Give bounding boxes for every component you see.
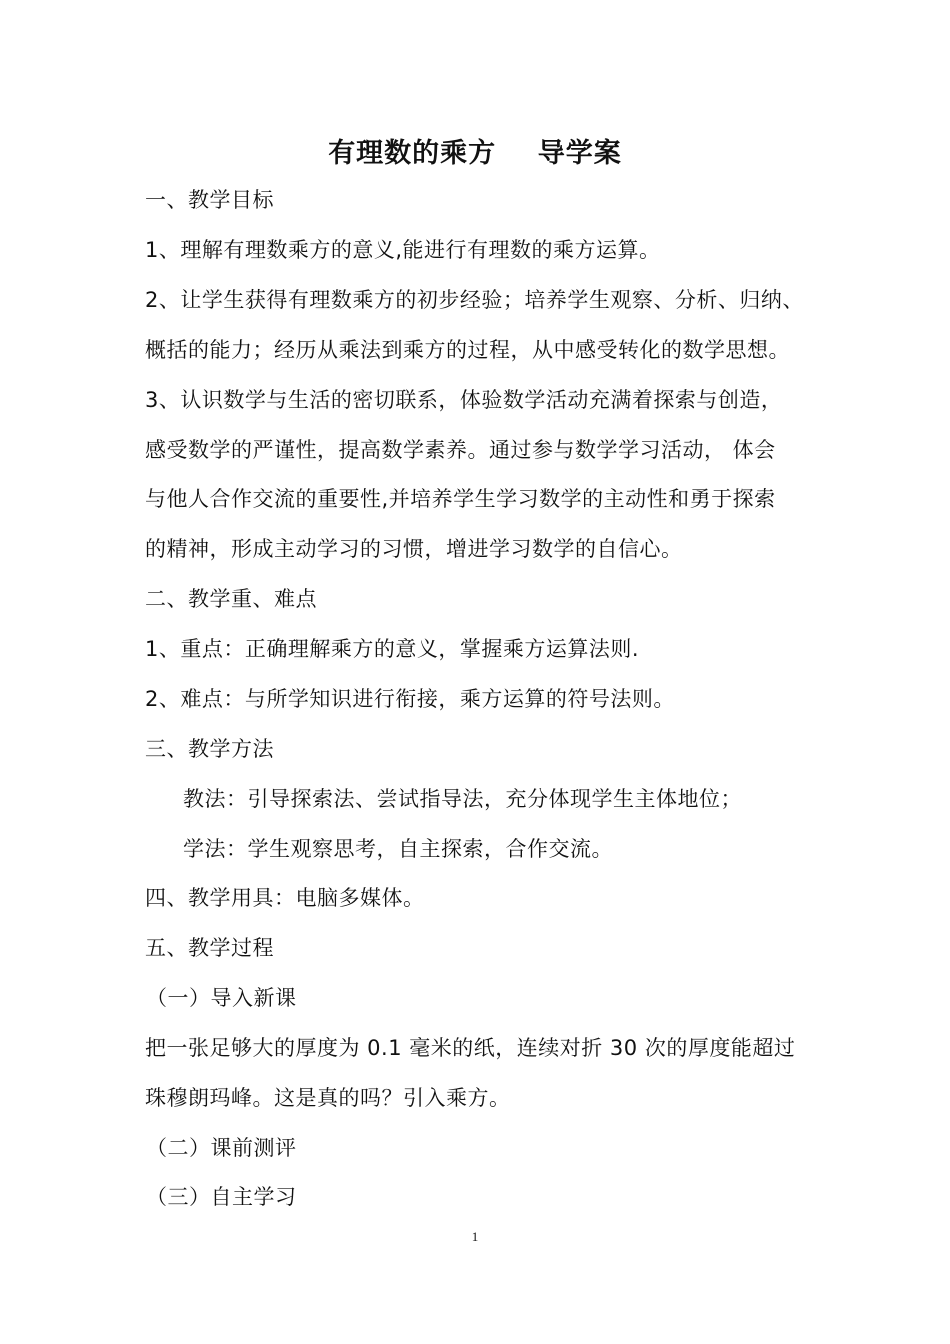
section-heading-objectives: 一、教学目标	[145, 188, 274, 212]
intro-paragraph-line-1: 把一张足够大的厚度为 0.1 毫米的纸，连续对折 30 次的厚度能超过	[145, 1036, 796, 1060]
section-heading-process: 五、教学过程	[145, 936, 274, 960]
objective-item-2-cont: 概括的能力；经历从乘法到乘方的过程，从中感受转化的数学思想。	[145, 338, 790, 362]
section-heading-key-points: 二、教学重、难点	[145, 587, 317, 611]
difficult-point-item: 2、难点：与所学知识进行衔接，乘方运算的符号法则。	[145, 687, 675, 711]
key-point-item: 1、重点：正确理解乘方的意义，掌握乘方运算法则.	[145, 637, 640, 661]
subsection-heading-self-study: （三）自主学习	[146, 1185, 297, 1209]
subsection-heading-pretest: （二）课前测评	[146, 1136, 297, 1160]
page-title: 有理数的乘方 导学案	[328, 138, 622, 169]
objective-item-3: 3、认识数学与生活的密切联系，体验数学活动充满着探索与创造，	[145, 388, 783, 412]
objective-item-3-cont-1: 感受数学的严谨性，提高数学素养。通过参与数学学习活动， 体会	[145, 438, 776, 462]
intro-paragraph-line-2: 珠穆朗玛峰。这是真的吗？引入乘方。	[145, 1086, 511, 1110]
objective-item-3-cont-2: 与他人合作交流的重要性,并培养学生学习数学的主动性和勇于探索	[145, 487, 776, 511]
section-heading-methods: 三、教学方法	[145, 737, 274, 761]
objective-item-2: 2、让学生获得有理数乘方的初步经验；培养学生观察、分析、归纳、	[145, 288, 804, 312]
objective-item-1: 1、理解有理数乘方的意义,能进行有理数的乘方运算。	[145, 238, 661, 262]
teaching-method-line: 教法：引导探索法、尝试指导法，充分体现学生主体地位；	[183, 787, 742, 811]
subsection-heading-intro: （一）导入新课	[146, 986, 297, 1010]
objective-item-3-cont-3: 的精神，形成主动学习的习惯，增进学习数学的自信心。	[145, 537, 683, 561]
section-heading-tools: 四、教学用具：电脑多媒体。	[145, 886, 425, 910]
page-number: 1	[471, 1229, 479, 1244]
learning-method-line: 学法：学生观察思考，自主探索，合作交流。	[183, 837, 613, 861]
